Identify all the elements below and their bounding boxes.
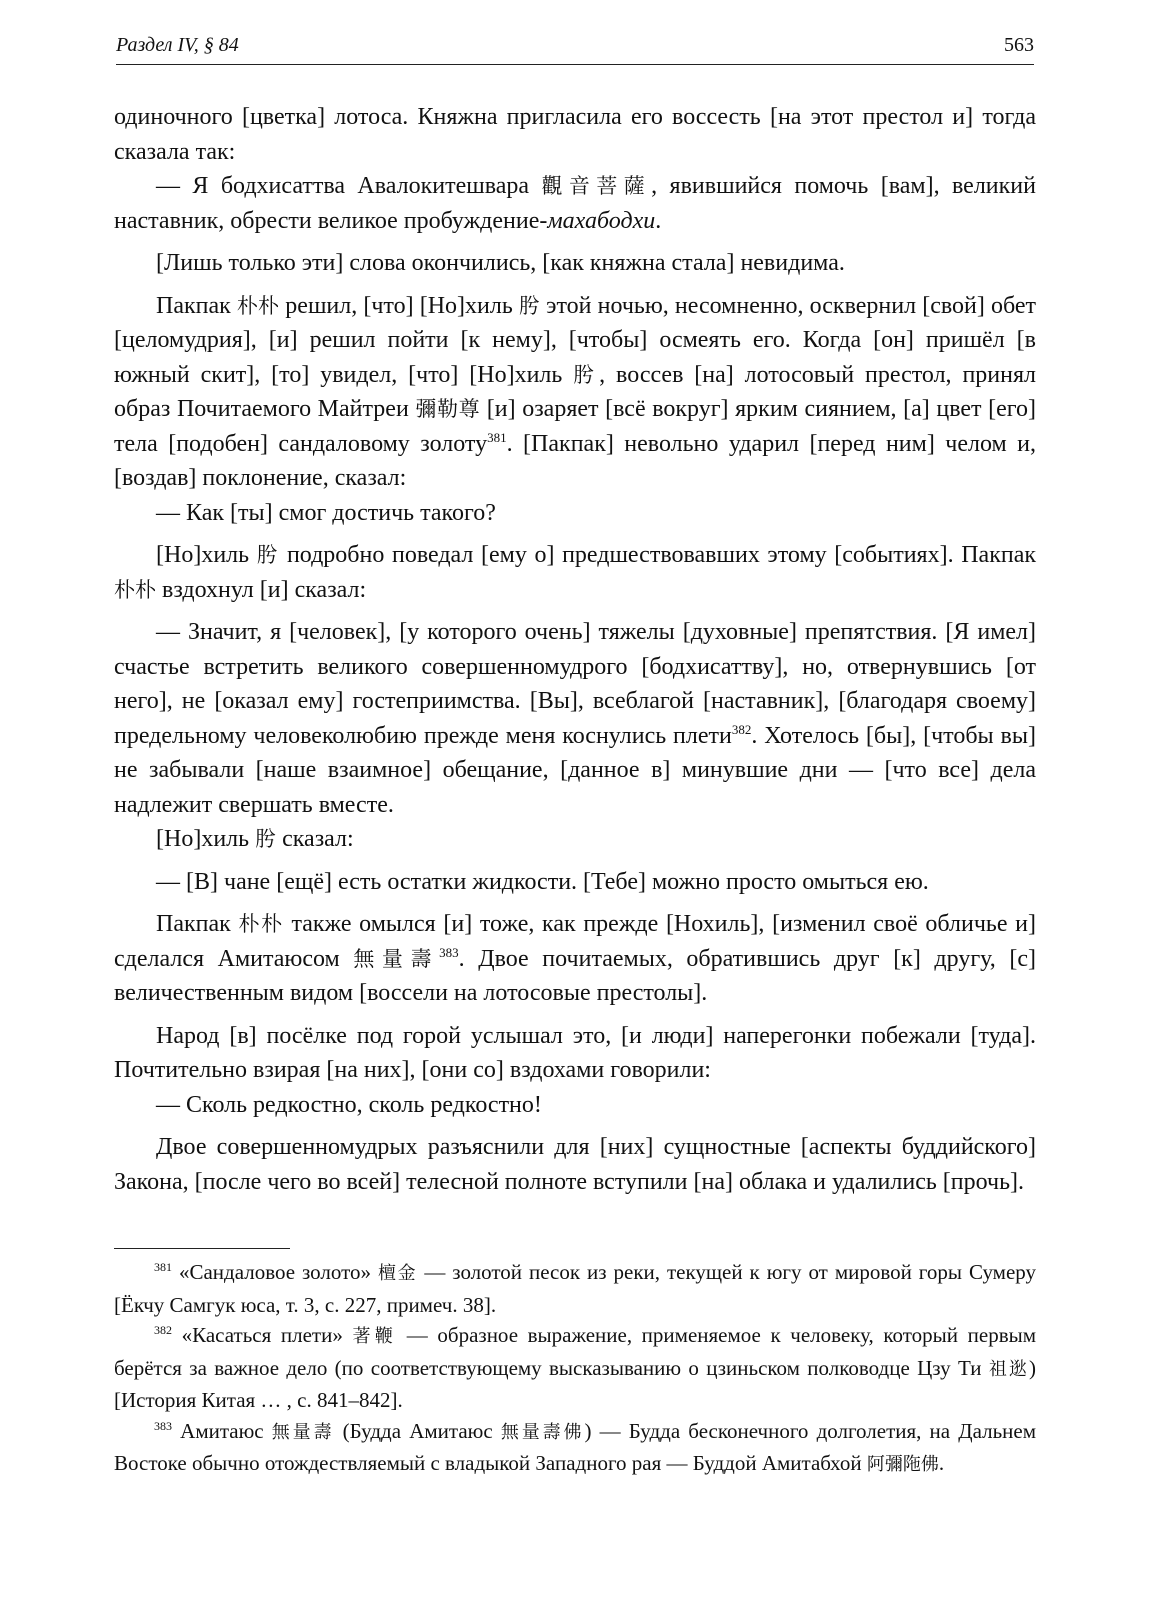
footnote-number: 381 (154, 1260, 172, 1274)
page-header (116, 34, 1034, 65)
main-text (114, 100, 1036, 1199)
chinese-characters: 彌勒尊 (415, 397, 481, 421)
chinese-characters: 無量壽 (271, 1421, 335, 1443)
paragraph: — Я бодхисаттва Авалокитешвара 觀音菩薩, явившийся помочь [вам], великий наставник, обрести великое пробуждение-махабодхи. (114, 173, 1036, 234)
footnote-number: 382 (154, 1323, 172, 1337)
paragraph: [Но]хиль 肹 сказал: (156, 826, 354, 852)
chinese-characters: 阿彌陁佛 (866, 1454, 939, 1475)
italic-term: махабодхи (547, 207, 656, 234)
paragraph: [Лишь только эти] слова окончились, [как княжна стала] невидима. (156, 250, 845, 276)
paragraph: [Но]хиль 肹 подробно поведал [ему о] предшествовавших этому [событиях]. Пакпак 朴朴 вздохнул [и] сказал: (114, 542, 1037, 603)
footnote-ref: 381 (487, 429, 507, 445)
footnote-divider (114, 1248, 290, 1249)
chinese-characters: 觀音菩薩 (541, 174, 652, 198)
paragraph: — [В] чане [ещё] есть остатки жидкости. [Тебе] можно просто омыться ею. (156, 868, 929, 895)
page-number: 563 (1004, 34, 1034, 56)
chinese-characters: 肹 (256, 543, 280, 567)
chinese-characters: 檀金 (377, 1263, 418, 1284)
running-head: Раздел IV, § 84 (116, 34, 239, 56)
paragraph: Пакпак 朴朴 также омылся [и] тоже, как прежде [Нохиль], [изменил своё обличье и] сделался Амитаюсом 無量壽$^{383}$. Двое почитаемых, обратившись друг [к] другу, [с] величественным видом [воссели на лотосовые престолы]. (114, 911, 1037, 1006)
paragraph: — Значит, я [человек], [у которого очень] тяжелы [духовные] препятствия. [Я имел] счастье встретить великого совершенномудрого [бодхисаттву], но, отвернувшись [от него], не [оказал ему] гостеприимства. [Вы], всеблагой [наставник], [благодаря своему] предельному человеколюбию прежде меня коснулись плети$^{382}$. Хотелось [бы], [чтобы вы] не забывали [наше взаимное] обещание, [данное в] минувшие дни — [что все] дела надлежит свершать вместе. (114, 619, 1036, 818)
paragraph: — Сколь редкостно, сколь редкостно! (156, 1091, 542, 1118)
chinese-characters: 朴朴 (114, 577, 156, 602)
footnote-381: $^{381}$ «Сандаловое золото» 檀金 — золотой песок из реки, текущей к югу от мировой горы Сумеру [Ёкчу Самгук юса, т. 3, с. 227, примеч. 38]. (114, 1260, 1036, 1317)
footnote-ref: 382 (731, 721, 752, 737)
paragraph: Двое совершенномудрых разъяснили для [них] сущностные [аспекты буддийского] Закона, [после чего во всей] телесной полноте вступили [на] облака и удалились [прочь]. (114, 1134, 1036, 1195)
paragraph: Пакпак 朴朴 решил, [что] [Но]хиль 肹 этой ночью, несомненно, осквернил [свой] обет [целомудрия], [и] решил пойти [к нему], [чтобы] осмеять его. Когда [он] пришёл [в южный скит], [то] увидел, [что] [Но]хиль 肹, воссев [на] лотосовый престол, принял образ Почитаемого Майтреи 彌勒尊 [и] озаряет [всё вокруг] ярким сиянием, [а] цвет [его] тела [подобен] сандаловому золоту$^{381}$. [Пакпак] невольно ударил [перед ним] челом и, [воздав] поклонение, сказал: (114, 292, 1037, 491)
footnote-ref: 383 (439, 944, 459, 960)
chinese-characters: 無量壽 (353, 946, 440, 971)
chinese-characters: 朴朴 (236, 293, 280, 318)
chinese-characters: 朴朴 (238, 912, 284, 936)
chinese-characters: 無量壽佛 (500, 1421, 585, 1443)
paragraph: — Как [ты] смог достичь такого? (156, 499, 496, 526)
footnote-number: 383 (154, 1418, 172, 1433)
chinese-characters: 肹 (518, 293, 541, 318)
chinese-characters: 肹 (573, 362, 600, 387)
chinese-characters: 著鞭 (352, 1326, 398, 1347)
footnotes (114, 1248, 1036, 1481)
paragraph: одиночного [цветка] лотоса. Княжна пригласила его воссесть [на этот престол и] тогда сказала так: (114, 104, 1036, 165)
footnote-383: $^{383}$ Амитаюс 無量壽 (Будда Амитаюс 無量壽佛) — Будда бесконечного долголетия, на Дальнем Востоке обычно отождествляемый с владыкой Западного рая — Буддой Амитабхой 阿彌陁佛. (114, 1418, 1037, 1475)
chinese-characters: 肹 (255, 827, 277, 851)
paragraph: Народ [в] посёлке под горой услышал это, [и люди] наперегонки побежали [туда]. Почтительно взирая [на них], [они со] вздохами говорили: (114, 1022, 1036, 1083)
chinese-characters: 祖逖 (988, 1358, 1029, 1380)
footnote-382: $^{382}$ «Касаться плети» 著鞭 — образное выражение, применяемое к человеку, который первым берётся за важное дело (по соответствующему высказыванию о цзиньском полководце Цзу Ти 祖逖) [История Китая … , с. 841–842]. (114, 1323, 1037, 1412)
